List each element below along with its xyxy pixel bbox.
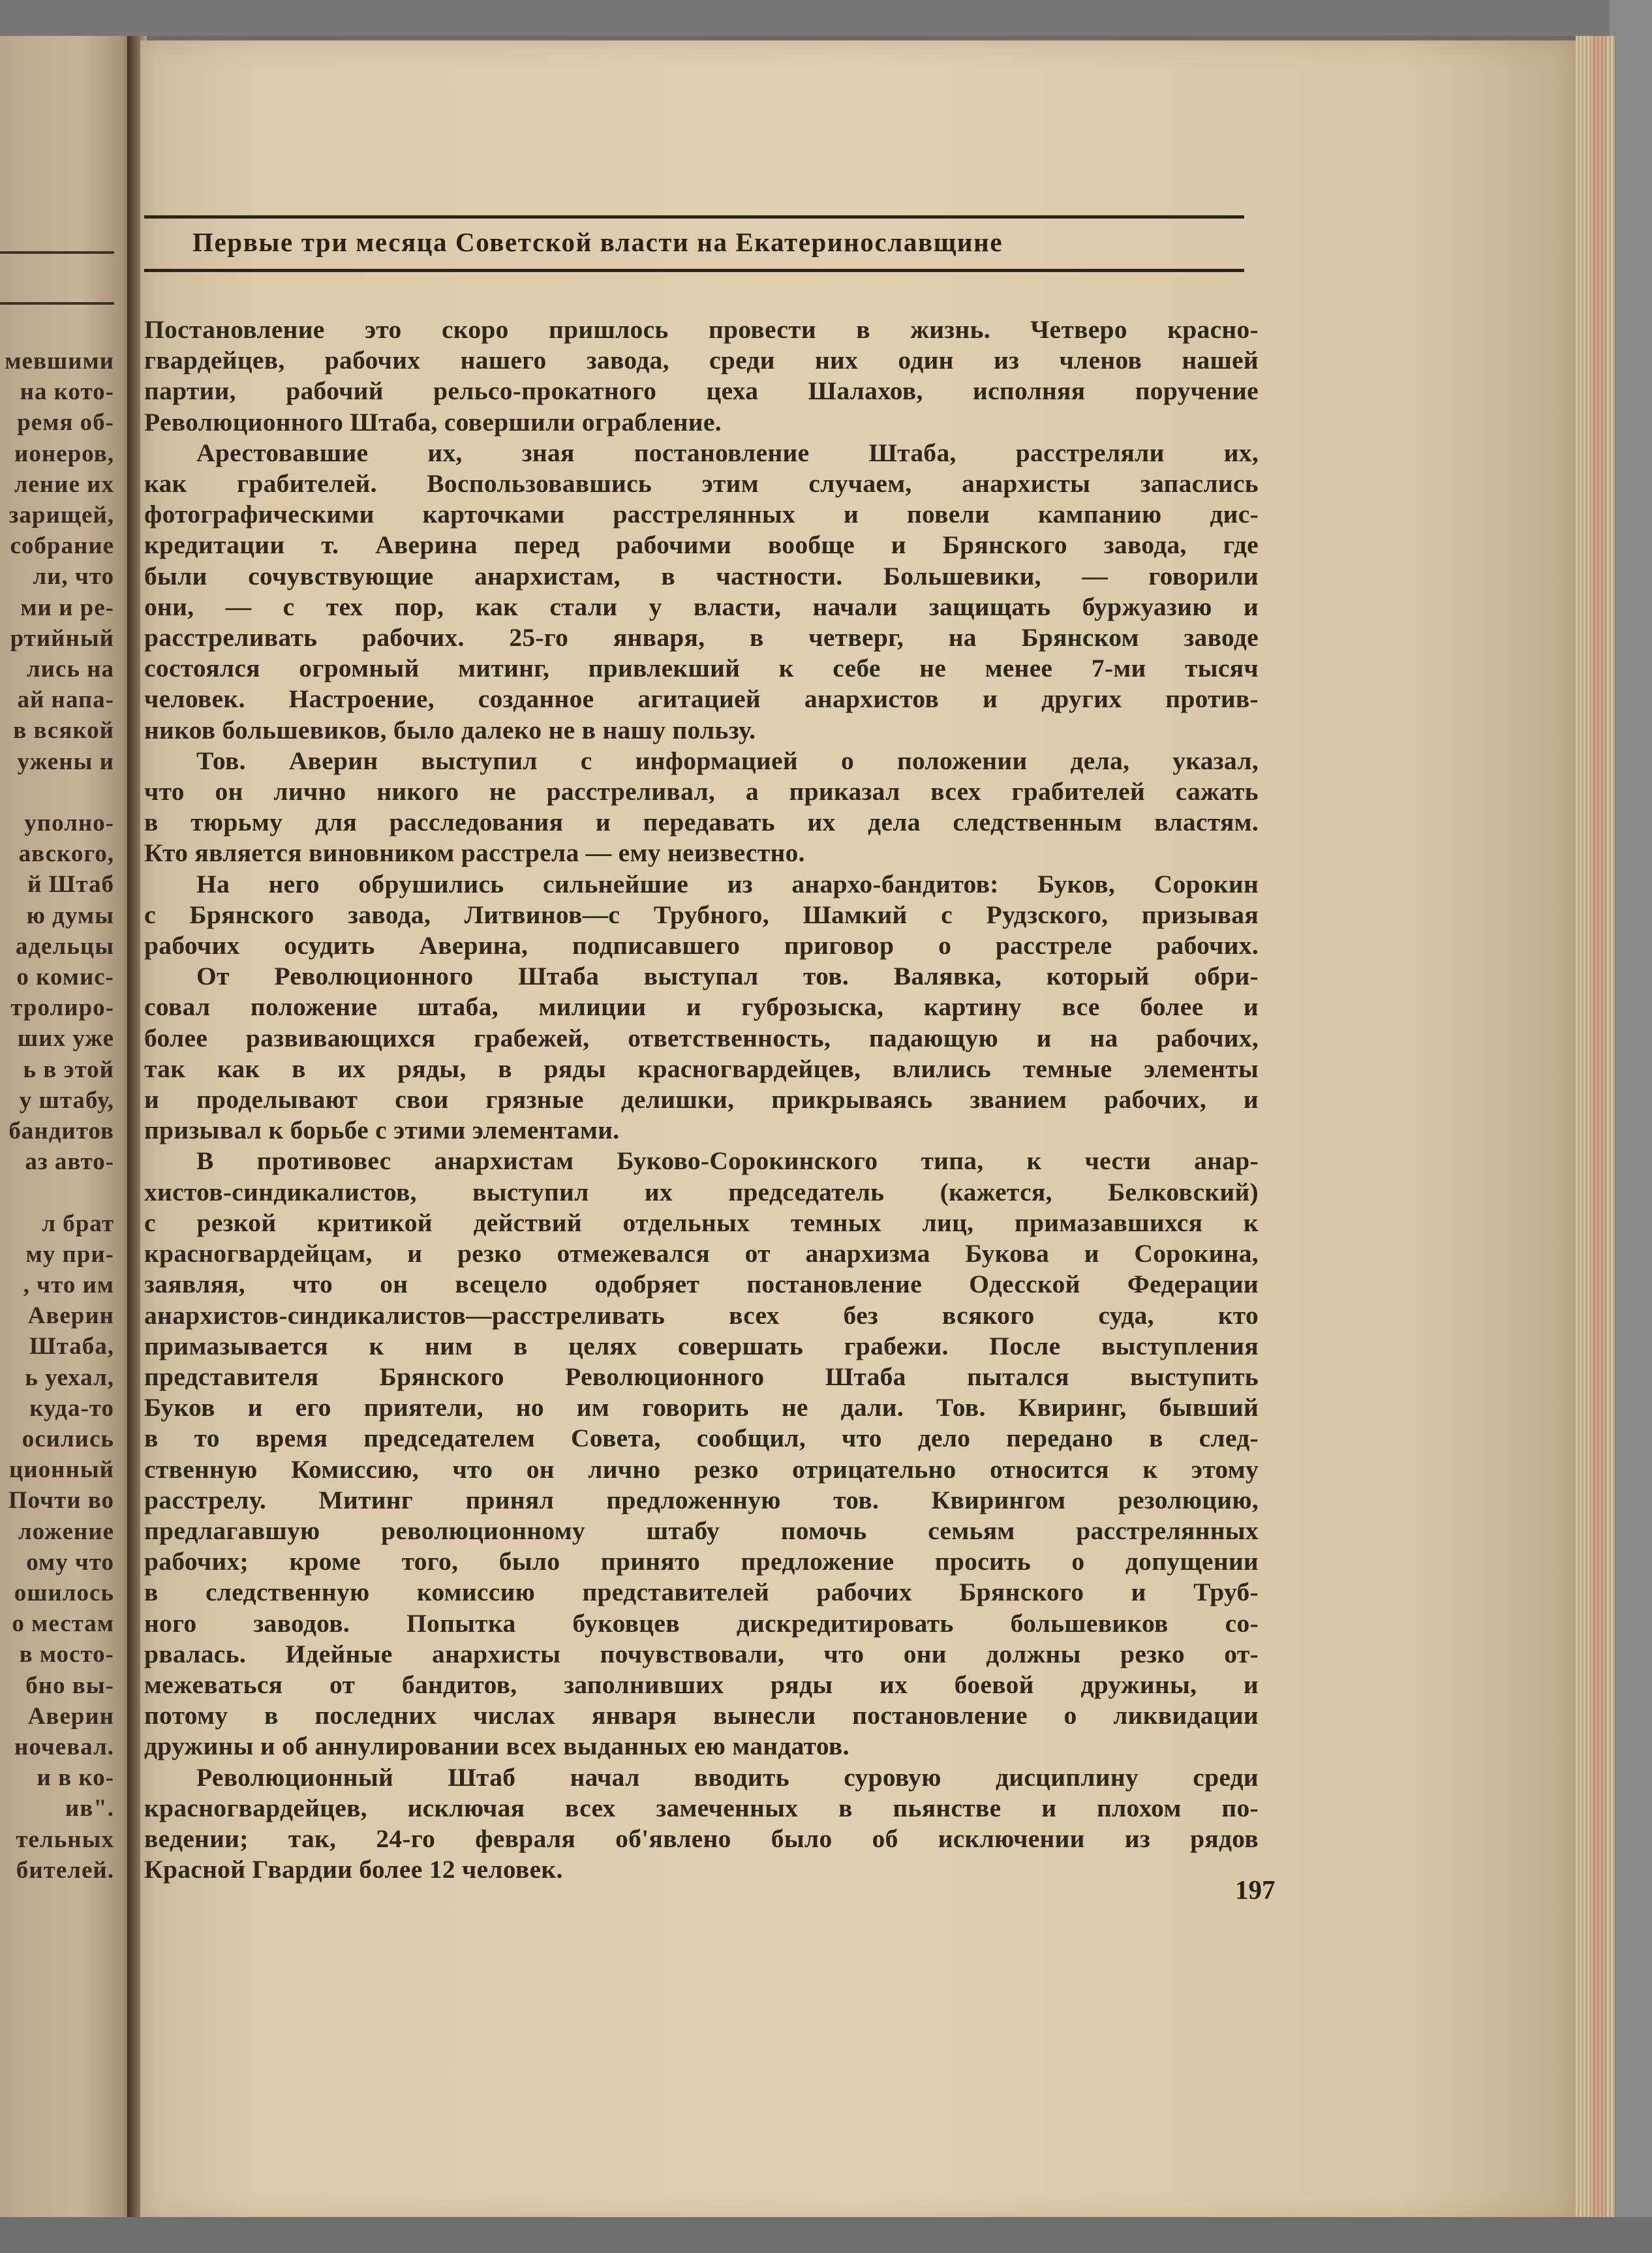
text-line: На него обрушились сильнейшие из анархо-бандитов: Буков, Сорокин	[196, 869, 1259, 898]
left-page-fragment: бандитов	[8, 1118, 114, 1144]
text-line: Буков и его приятели, но им говорить не дали. Тов. Квиринг, бывший	[144, 1393, 1259, 1422]
text-line: состоялся огромный митинг, привлекший к себе не менее 7-ми тысяч	[144, 654, 1259, 683]
left-page-fragment: аз авто-	[25, 1148, 114, 1176]
left-page-fragment: в мосто-	[19, 1641, 114, 1668]
text-line: анархистов-синдикалистов—расстреливать всех без всякого суда, кто	[144, 1300, 1259, 1330]
text-line: Революционного Штаба, совершили ограбление.	[144, 407, 722, 437]
text-line: в то время председателем Совета, сообщил, что дело передано в след-	[144, 1424, 1259, 1453]
page-edge-tint	[1592, 36, 1606, 2218]
right-page	[140, 40, 1576, 2220]
left-page-fragment: лись на	[26, 656, 114, 682]
left-page-fragment: ошилось	[14, 1580, 114, 1606]
text-line: межеваться от бандитов, заполнивших ряды их боевой дружины, и	[144, 1670, 1259, 1699]
text-line: В противовес анархистам Буково-Сорокинского типа, к чести анар-	[196, 1146, 1259, 1176]
text-line: в тюрьму для расследования и передавать их дела следственным властям.	[144, 808, 1259, 837]
text-line: ников большевиков, было далеко не в нашу пользу.	[144, 715, 756, 744]
text-line: что он лично никого не расстреливал, а приказал всех грабителей сажать	[144, 777, 1259, 806]
left-page-fragment: о местам	[12, 1610, 114, 1638]
left-header-rule-2	[0, 302, 114, 305]
text-line: партии, рабочий рельсо-прокатного цеха Шалахов, исполняя поручение	[144, 376, 1259, 406]
left-page-fragment: ление их	[14, 470, 114, 498]
text-line: Арестовавшие их, зная постановление Штаба, расстреляли их,	[196, 438, 1259, 467]
header-rule-top	[144, 215, 1244, 219]
left-page-fragment: Аверин	[27, 1702, 114, 1730]
text-line: с резкой критикой действий отдельных темных лиц, примазавшихся к	[144, 1208, 1259, 1237]
text-line: и проделывают свои грязные делишки, прикрываясь званием рабочих, и	[144, 1085, 1259, 1114]
left-page-fragment: собрание	[10, 532, 114, 560]
scan-border-top	[0, 0, 1652, 36]
scan-border-right	[1610, 0, 1652, 2253]
text-line: более развивающихся грабежей, ответственность, падающую и на рабочих,	[144, 1023, 1259, 1052]
left-page-fragment: ртийный	[10, 624, 114, 652]
left-page-fragment: ь в этой	[23, 1056, 114, 1083]
left-page-fragment: ай напа-	[17, 686, 114, 714]
left-page-fragment: ших уже	[17, 1025, 114, 1052]
text-line: человек. Настроение, созданное агитацией анархистов и других против-	[144, 684, 1259, 714]
left-page-fragment: л брат	[42, 1210, 114, 1237]
left-page-fragment: ю думы	[26, 902, 114, 929]
text-line: рвалась. Идейные анархисты почувствовали, что они должны резко от-	[144, 1639, 1259, 1668]
left-page-fragment: мевшими	[5, 348, 114, 375]
left-header-rule	[0, 251, 114, 254]
left-page-fragment: й Штаб	[27, 871, 114, 898]
left-page-fragment: ужены и	[17, 748, 114, 775]
page-number: 197	[1235, 1875, 1276, 1905]
text-line: потому в последних числах января вынесли постановление о ликвидации	[144, 1701, 1259, 1730]
text-line: фотографическими карточками расстрелянных и повели кампанию дис-	[144, 500, 1259, 529]
text-line: примазывается к ним в целях совершать грабежи. После выступления	[144, 1331, 1259, 1360]
text-line: ного заводов. Попытка буковцев дискредитировать большевиков со-	[144, 1608, 1259, 1638]
text-line: красногвардейцам, и резко отмежевался от анархизма Букова и Сорокина,	[144, 1239, 1259, 1268]
text-line: Постановление это скоро пришлось провести в жизнь. Четверо красно-	[144, 315, 1259, 344]
text-line: призывал к борьбе с этими элементами.	[144, 1116, 620, 1145]
text-line: в следственную комиссию представителей рабочих Брянского и Труб-	[144, 1578, 1259, 1607]
text-line: кредитации т. Аверина перед рабочими вообще и Брянского завода, где	[144, 530, 1259, 560]
left-page-fragment: тролиро-	[10, 994, 114, 1022]
left-page-fragment: ночевал.	[14, 1734, 114, 1760]
left-page	[0, 36, 134, 2218]
left-page-fragment: у штабу,	[19, 1086, 114, 1114]
left-page-fragment: ому что	[26, 1548, 114, 1576]
text-line: расстреливать рабочих. 25-го января, в четверг, на Брянском заводе	[144, 623, 1259, 652]
text-line: совал положение штаба, милиции и губрозыска, картину все более и	[144, 992, 1259, 1022]
text-line: рабочих; кроме того, было принято предложение просить о допущении	[144, 1547, 1259, 1576]
left-page-fragment: зарищей,	[8, 502, 114, 529]
left-page-fragment: му при-	[25, 1240, 114, 1268]
header-rule-bottom	[144, 269, 1244, 272]
left-page-fragment: ли, что	[33, 563, 114, 590]
text-line: ственную Комиссию, что он лично резко отрицательно относится к этому	[144, 1454, 1259, 1484]
text-line: красногвардейцев, исключая всех замеченных в пьянстве и плохом по-	[144, 1793, 1259, 1822]
text-line: Кто является виновником расстрела — ему неизвестно.	[144, 838, 805, 868]
text-line: расстрелу. Митинг принял предложенную тов. Квирингом резолюцию,	[144, 1485, 1259, 1514]
left-page-fragment: бителей.	[16, 1856, 114, 1884]
scan-border-bottom	[0, 2217, 1652, 2253]
text-line: так как в их ряды, в ряды красногвардейцев, влились темные элементы	[144, 1054, 1259, 1083]
left-page-fragment: ь уехал,	[25, 1364, 114, 1391]
left-page-fragment: Штаба,	[29, 1333, 114, 1360]
text-line: как грабителей. Воспользовавшись этим случаем, анархисты запаслись	[144, 469, 1259, 498]
text-line: они, — с тех пор, как стали у власти, начали защищать буржуазию и	[144, 592, 1259, 621]
text-line: ведении; так, 24-го февраля об'явлено было об исключении из рядов	[144, 1824, 1259, 1853]
left-page-fragment: ми и ре-	[20, 594, 114, 621]
text-line: рабочих осудить Аверина, подписавшего приговор о расстреле рабочих.	[144, 931, 1259, 960]
left-page-fragment: , что им	[23, 1272, 114, 1298]
text-line: дружины и об аннулировании всех выданных ею мандатов.	[144, 1732, 849, 1761]
text-line: Революционный Штаб начал вводить суровую дисциплину среди	[196, 1762, 1259, 1792]
left-page-fragment: на кото-	[20, 378, 114, 406]
text-line: гвардейцев, рабочих нашего завода, среди них один из членов нашей	[144, 346, 1259, 375]
left-page-fragment: куда-то	[29, 1394, 114, 1422]
left-page-fragment: Почти во	[8, 1487, 114, 1514]
text-line: были сочувствующие анархистам, в частности. Большевики, — говорили	[144, 561, 1259, 590]
left-page-fragment: бно вы-	[25, 1672, 114, 1699]
left-page-fragment: авского,	[18, 840, 114, 868]
text-line: заявляя, что он всецело одобряет постановление Одесской Федерации	[144, 1270, 1259, 1299]
left-page-fragment: и в ко-	[37, 1764, 114, 1792]
left-page-fragment: в всякой	[13, 717, 114, 744]
text-line: представителя Брянского Революционного Штаба пытался выступить	[144, 1362, 1259, 1391]
left-page-fragment: осились	[22, 1426, 114, 1452]
text-line: Тов. Аверин выступил с информацией о положении дела, указал,	[196, 746, 1259, 775]
left-page-fragment: ложение	[18, 1518, 114, 1545]
text-line: предлагавшую революционному штабу помочь семьям расстрелянных	[144, 1516, 1259, 1545]
page-body-text	[144, 314, 1259, 1885]
left-page-fragment: адельцы	[15, 932, 114, 960]
left-page-fragment: тельных	[16, 1826, 114, 1853]
text-line: с Брянского завода, Литвинов—с Трубного, Шамкий с Рудзского, призывая	[144, 900, 1259, 929]
text-line: хистов-синдикалистов, выступил их председатель (кажется, Белковский)	[144, 1177, 1259, 1206]
running-header: Первые три месяца Советской власти на Екатеринославщине	[192, 227, 1003, 257]
left-page-fragment: ционный	[9, 1456, 114, 1484]
left-page-fragment: ив".	[65, 1795, 114, 1822]
text-line: Красной Гвардии более 12 человек.	[144, 1855, 563, 1884]
left-page-fragment: ремя об-	[17, 409, 114, 437]
left-page-fragment: уполно-	[24, 810, 114, 836]
text-line: От Революционного Штаба выступал тов. Валявка, который обри-	[196, 962, 1259, 991]
left-page-fragment: ионеров,	[14, 440, 114, 467]
left-page-fragment: о комис-	[16, 964, 114, 990]
left-page-fragment: Аверин	[27, 1302, 114, 1330]
